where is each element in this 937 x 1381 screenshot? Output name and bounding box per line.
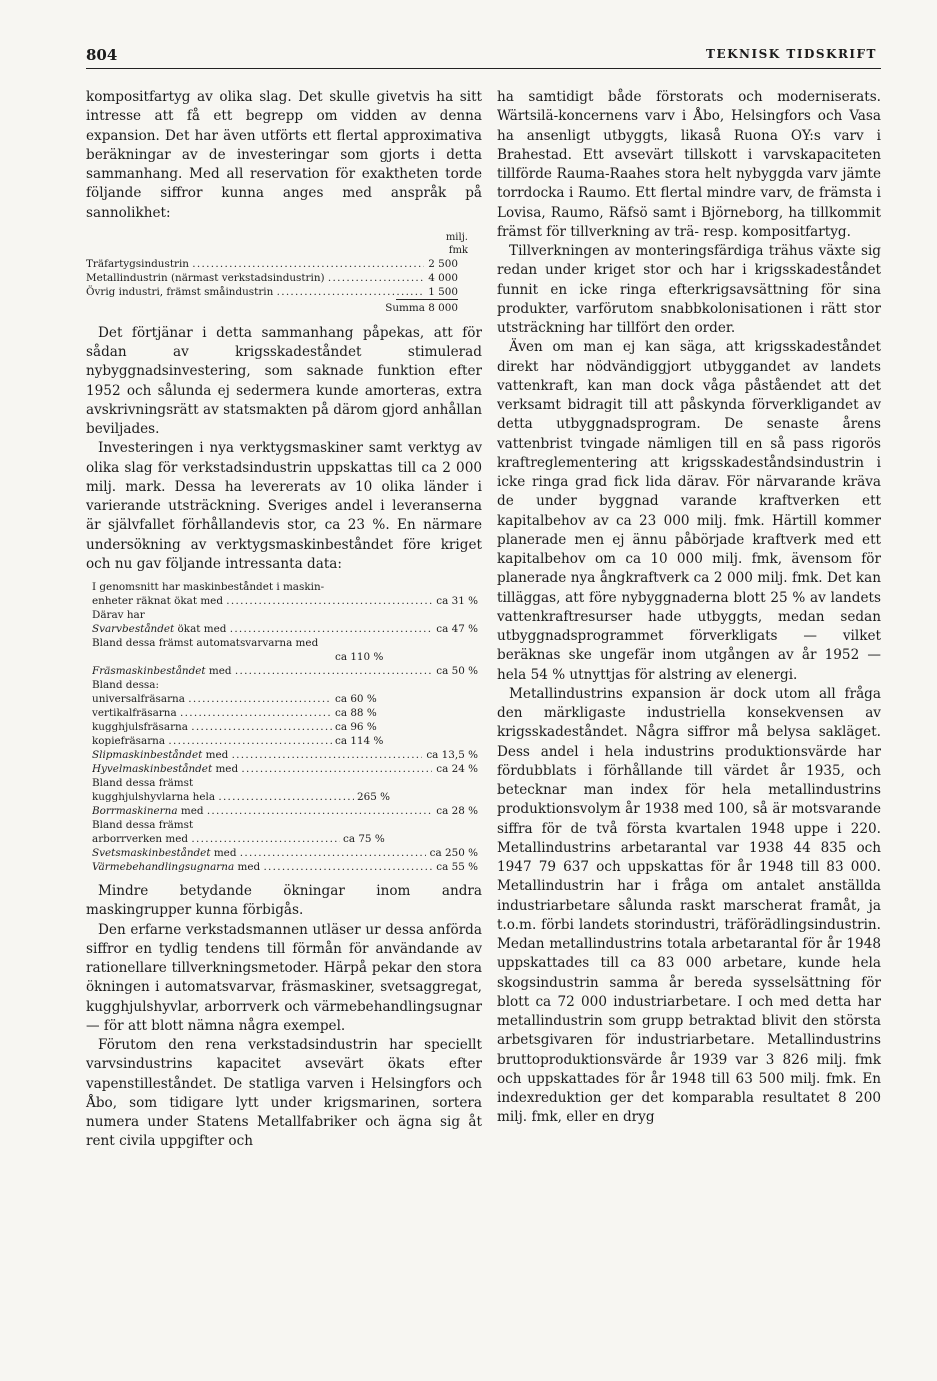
table-row: Hyvelmaskinbeståndet med . . . ca 24 %	[92, 762, 478, 776]
journal-title: TEKNISK TIDSKRIFT	[706, 47, 877, 61]
paragraph: Den erfarne verkstadsmannen utläser ur dessa anförda siffror en tydlig tendens till förmån för användande av rationellare tillverkningsmetoder. Härpå pekar den stora ökningen i automatsvarvar, fräsmaskiner, svetsaggregat, kugghjulshyvlar, arborrverk och värmebehandlingsugnar — för att blott nämna några exempel.	[86, 921, 482, 1034]
paragraph: Metallindustrins expansion är dock utom all fråga den märkligaste industriella konsekvensen av krigsskadeståndet. Några siffror må belysa sakläget. Dess andel i hela industrins produktionsvärde har fördubblats i förhållande till värdet år 1935, och betecknar man index för hela metallindustrins produktionsvolym år 1938 med 100, så är motsvarande siffra för de två första kvartalen 1948 uppe i 220. Metallindustrins arbetarantal var 1938 44 835 och 1947 79 637 och uppskattas för år 1948 till 83 000. Metallindustrin har i fråga om antalet anställda industriarbetare sålunda raskt marscherat framåt, ja t.o.m. förbi landets storindustri, träförädlingsindustrin. Medan metallindustrins totala arbetarantal för år 1948 uppskattades till ca 83 000 arbetare, kunde hela skogsindustrin samma år bereda sysselsättning för blott ca 72 000 industriarbetare. I och med detta har metallindustrin som grupp betraktad blivit den största arbetsgivaren för industriarbetare. Metallindustrins bruttoproduktionsvärde år 1939 var 3 826 milj. fmk och uppskattades för år 1948 till 63 500 milj. fmk. En indexreduktion ger det komparabla resultatet 8 200 milj. fmk, eller en dryg	[497, 685, 881, 1126]
table-row: kugghjulsfräsarna . . . ca 96 %	[92, 720, 478, 734]
table-row: Träfartygsindustrin . . . 2 500	[86, 257, 458, 271]
table-row: Bland dessa främst	[92, 777, 194, 789]
table-row: ca 110 %	[92, 650, 478, 664]
table-row: vertikalfräsarna . . . ca 88 %	[92, 706, 478, 720]
table-row: Bland dessa främst	[92, 819, 194, 831]
page-header	[86, 44, 881, 69]
table-row: Övrig industri, främst småindustrin . . . 1 500	[86, 285, 458, 299]
table-row: arborrverken med . . . ca 75 %	[92, 832, 478, 846]
table-row: kopiefräsarna . . . ca 114 %	[92, 734, 478, 748]
paragraph: Mindre betydande ökningar inom andra maskingrupper kunna förbigås.	[86, 883, 482, 919]
paragraph: Tillverkningen av monteringsfärdiga trähus växte sig redan under kriget stor och har i krigsskadeståndet funnit en icke ringa efterkrigsavsättning för sina produkter, varförutom snabbkolonisationen i rätt stor utsträckning har tillfört den order.	[497, 243, 881, 336]
machine-stock-table	[92, 580, 482, 874]
paragraph: ha samtidigt både förstorats och moderniserats. Wärtsilä-koncernens varv i Åbo, Helsingfors och Vasa ha ansenligt utbyggts, likaså Ruona OY:s varv i Brahestad. Ett avsevärt tillskott i varvskapaciteten tillförde Rauma-Raahes stora helt nybyggda varv jämte torrdocka i Raumo. Ett flertal mindre varv, de främsta i Lovisa, Raumo, Räfsö samt i Björneborg, ha tillkommit främst för tillverkning av trä- resp. kompositfartyg.	[497, 89, 881, 240]
paragraph: Investeringen i nya verktygsmaskiner samt verktyg av olika slag för verkstadsindustrin uppskattas till ca 2 000 milj. mark. Dessa ha levererats av 10 olika länder i varierande utsträckning. Sveriges andel i leveranserna är självfallet förhållandevis stor, ca 23 %. En närmare undersökning av verktygsmaskinbeståndet före kriget och nu gav följande intressanta data:	[86, 440, 482, 572]
table-row: Värmebehandlingsugnarna med . . . ca 55 %	[92, 860, 478, 874]
paragraph: Förutom den rena verkstadsindustrin har speciellt varvsindustrins kapacitet avsevärt ökats efter vapenstilleståndet. De statliga varven i Helsingfors och Åbo, som tidigare lytt under krigsmarinen, sortera numera under Statens Metallfabriker och ägna sig åt rent civila uppgifter och	[86, 1037, 482, 1150]
table-row: enheter räknat ökat med . . . ca 31 %	[92, 594, 478, 608]
page-number: 804	[86, 46, 118, 64]
table-row: I genomsnitt har maskinbeståndet i maskin-	[92, 581, 325, 593]
table-unit: fmk	[448, 244, 468, 256]
table-row: Metallindustrin (närmast verkstadsindustrin) . . . 4 000	[86, 271, 458, 285]
paragraph: Det förtjänar i detta sammanhang påpekas, att för sådan av krigsskadeståndet stimulerad nybyggnadsinvestering, som saknade funktion efter 1952 och sålunda ej sedermera kunde amorteras, extra avskrivningsrätt av statsmakten på därom gjord anhållan beviljades.	[86, 324, 482, 437]
table-row: universalfräsarna . . . ca 60 %	[92, 692, 478, 706]
table-row: Därav har	[92, 609, 145, 621]
investment-table	[86, 231, 482, 316]
left-column	[86, 88, 482, 1152]
right-column	[497, 88, 881, 1128]
paragraph: Även om man ej kan säga, att krigsskadeståndet direkt har nödvändiggjort utbyggandet av landets vattenkraft, kan man dock våga påståendet att det verksamt bidragit till att påskynda förverkligandet av detta utbyggnadsprogram. De senaste årens vattenbrist tvingade nämligen till en så pass rigorös kraftreglementering att krigsskadeståndsindustrin i icke ringa grad fick lida därav. För närvarande kräva de under byggnad varande kraftverken ett kapitalbehov av ca 23 000 milj. fmk. Härtill kommer planerade men ej ännu påbörjade kraftverk med ett kapitalbehov om ca 10 000 milj. fmk, ävensom för planerade nya ångkraftverk ca 2 000 milj. fmk. Det kan tilläggas, att före nybyggnaderna blott 25 % av landets vattenkraftresurser hade utbyggts, medan sedan utbyggnadsprogrammet förverkligats — vilket beräknas ske ungefär inom utgången av år 1952 — hela 54 % utnyttjas för alstring av elenergi.	[497, 339, 881, 683]
table-row: Fräsmaskinbeståndet med . . . ca 50 %	[92, 664, 478, 678]
table-row: Svarvbeståndet ökat med . . . ca 47 %	[92, 622, 478, 636]
paragraph: kompositfartyg av olika slag. Det skulle givetvis ha sitt intresse att få ett begrepp om vidden av denna expansion. Det har även utförts ett flertal approximativa beräkningar av de investeringar som gjorts i detta sammanhang. Med all reservation för exaktheten torde följande siffror kunna anges med anspråk på sannolikhet:	[86, 89, 482, 221]
table-row: Slipmaskinbeståndet med . . . ca 13,5 %	[92, 748, 478, 762]
table-row: Bland dessa:	[92, 679, 159, 691]
table-row: kugghjulshyvlarna hela . . . 265 %	[92, 790, 478, 804]
table-unit: milj.	[445, 231, 468, 243]
table-row: Borrmaskinerna med . . . ca 28 %	[92, 804, 478, 818]
table-row: Bland dessa främst automatsvarvarna med	[92, 637, 319, 649]
table-row: Svetsmaskinbeståndet med . . . ca 250 %	[92, 846, 478, 860]
table-sum: Summa 8 000	[385, 301, 458, 314]
